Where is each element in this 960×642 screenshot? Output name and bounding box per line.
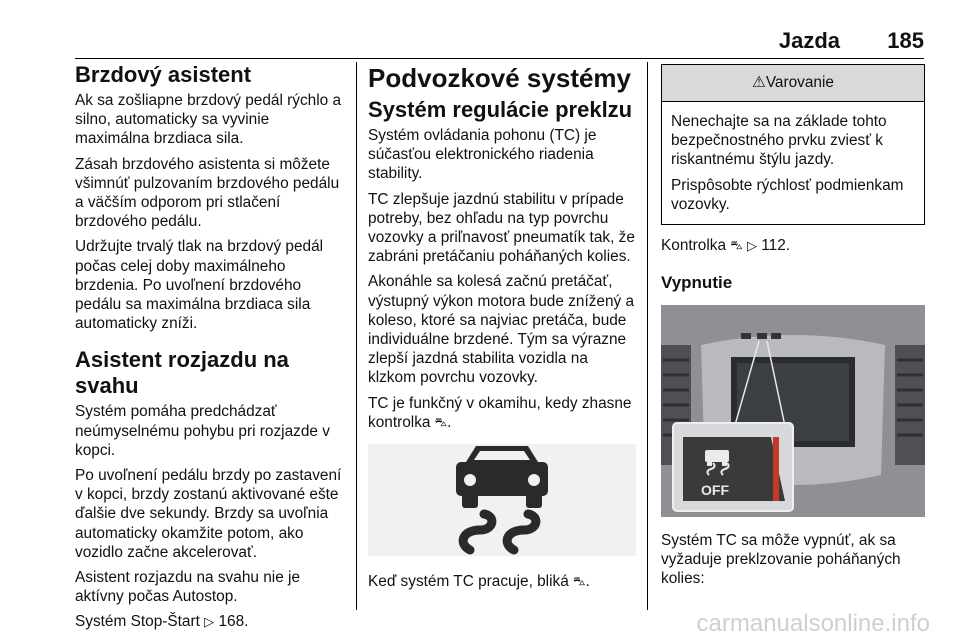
heading-chassis-systems: Podvozkové systémy bbox=[368, 63, 632, 93]
paragraph-tc-blinks: Keď systém TC pracuje, bliká ⛍. bbox=[368, 573, 590, 591]
column-divider-1 bbox=[356, 62, 357, 610]
paragraph: Ak sa zošliapne brzdový pedál rýchlo a silno, automaticky sa vyvinie maximálna brzdiaca sila. bbox=[75, 92, 342, 148]
paragraph: Prispôsobte rýchlosť podmienkam vozovky. bbox=[671, 176, 904, 213]
xref-arrow-icon[interactable]: ▷ bbox=[204, 614, 215, 630]
tc-icon: ⛍ bbox=[573, 574, 586, 589]
heading-hill-start-assist: Asistent rozjazdu na svahu bbox=[75, 347, 289, 399]
warning-icon: ⚠ bbox=[752, 74, 766, 91]
section-title: Jazda bbox=[778, 28, 840, 53]
paragraph: Systém TC sa môže vypnúť, ak sa vyžaduje preklzovanie poháňaných kolies: bbox=[661, 532, 901, 588]
tc-off-button-photo bbox=[661, 305, 925, 517]
xref-arrow-icon[interactable]: ▷ bbox=[746, 238, 757, 254]
paragraph-tc-lamp: TC je funkčný v okamihu, kedy zhasne kontrolka ⛍. bbox=[368, 394, 632, 431]
paragraph-stop-start-ref bbox=[75, 612, 347, 631]
ref-page[interactable]: 112. bbox=[761, 237, 791, 255]
heading-switch-off: Vypnutie bbox=[661, 273, 733, 293]
paragraph: Systém pomáha predchádzať neúmyselnému pohybu pri rozjazde v kopci. bbox=[75, 403, 330, 459]
column-middle bbox=[368, 62, 636, 597]
warning-box bbox=[661, 64, 925, 225]
paragraph: Asistent rozjazdu na svahu nie je aktívny počas Autostop. bbox=[75, 569, 301, 606]
warning-title: Varovanie bbox=[765, 74, 834, 91]
paragraph: Zásah brzdového asistenta si môžete všimnúť pulzovaním brzdového pedálu a väčším odporom pri stlačení brzdového pedálu. bbox=[75, 155, 340, 231]
warning-title-bar bbox=[662, 65, 924, 102]
ref-text: Systém Stop-Štart bbox=[75, 613, 200, 631]
warning-body bbox=[662, 102, 924, 224]
watermark-text: carmanualsonline.info bbox=[696, 610, 930, 637]
heading-brake-assist: Brzdový asistent bbox=[75, 62, 252, 87]
paragraph: Akonáhle sa kolesá začnú pretáčať, výstupný výkon motora bude znížený a koleso, ktoré sa najviac pretáča, bude individuálne brzdené. Tým sa výrazne zlepší jazdná stabilita vozidla na klzkom povrchu vozovky. bbox=[368, 273, 635, 387]
paragraph: Systém ovládania pohonu (TC) je súčasťou elektronického riadenia stability. bbox=[368, 127, 597, 183]
paragraph: Nenechajte sa na základe tohto bezpečnostného prvku zviesť k riskantnému štýlu jazdy. bbox=[671, 113, 887, 169]
tc-skid-icon bbox=[368, 444, 636, 556]
paragraph: TC zlepšuje jazdnú stabilitu v prípade potreby, bez ohľadu na typ povrchu vozovky a priľnavosť pneumatík tak, že zabráni pretáčaniu poháňaných kolies. bbox=[368, 190, 635, 266]
dashboard-photo bbox=[661, 305, 925, 517]
header-rule bbox=[75, 58, 924, 59]
paragraph: Po uvoľnení pedálu brzdy po zastavení v kopci, brzdy zostanú aktivované ešte ďalšie dve sekundy. Brzdy sa uvoľnia automaticky okamžite potom, ako vozidlo začne akcelerovať. bbox=[75, 467, 342, 561]
tc-symbol-illustration bbox=[368, 444, 636, 556]
paragraph-kontrolka-ref: Kontrolka ⛍ ▷ 112. bbox=[661, 237, 791, 255]
column-right bbox=[661, 62, 925, 595]
page-header bbox=[0, 28, 960, 54]
off-label: OFF bbox=[701, 482, 729, 499]
paragraph: Udržujte trvalý tlak na brzdový pedál počas celej doby maximálneho brzdenia. Po uvoľnení brzdového pedálu sa maximálna brzdiaca sila automaticky zníži. bbox=[75, 238, 324, 333]
heading-traction-control: Systém regulácie preklzu bbox=[368, 97, 633, 122]
column-left bbox=[75, 62, 347, 638]
tc-icon: ⛍ bbox=[434, 414, 448, 429]
ref-page[interactable]: 168. bbox=[218, 613, 249, 631]
page-number: 185 bbox=[887, 28, 924, 53]
tc-icon: ⛍ bbox=[730, 238, 743, 253]
column-divider-2 bbox=[647, 62, 648, 610]
